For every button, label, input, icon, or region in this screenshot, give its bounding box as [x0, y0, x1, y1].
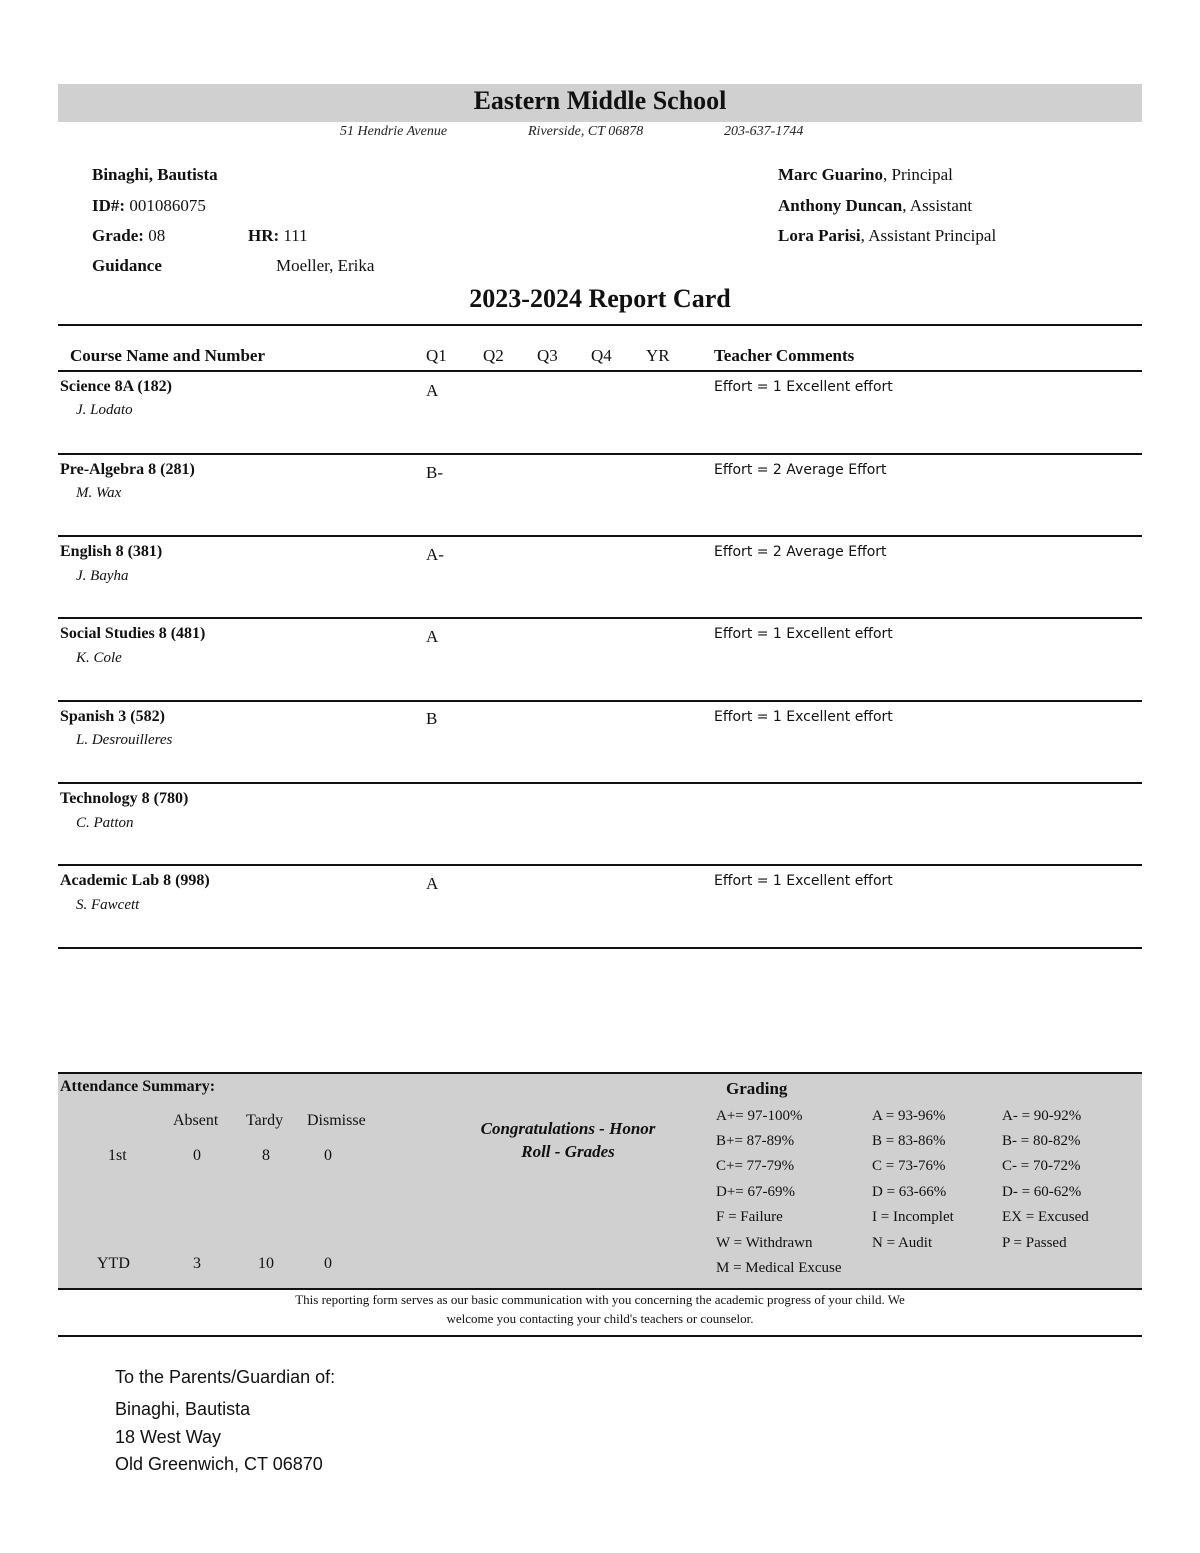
- col-q3: Q3: [537, 346, 558, 365]
- att-row-label: 1st: [108, 1147, 127, 1164]
- course-name: Technology 8 (780): [60, 790, 189, 807]
- col-comments: Teacher Comments: [714, 346, 855, 365]
- course-q1-grade: B-: [426, 463, 443, 482]
- staff-name: Anthony Duncan: [778, 196, 903, 215]
- id-value: 001086075: [129, 196, 206, 215]
- grading-cell: D- = 60-62%: [1002, 1184, 1082, 1200]
- hr-label: HR:: [248, 226, 280, 245]
- guidance-value: Moeller, Erika: [276, 256, 375, 275]
- course-q1-grade: A: [426, 874, 439, 893]
- divider: [58, 1288, 1142, 1290]
- divider: [58, 947, 1142, 949]
- grade-value: 08: [148, 226, 166, 245]
- school-phone: 203-637-1744: [724, 124, 804, 139]
- att-dismissed: 0: [324, 1147, 332, 1164]
- col-q4: Q4: [591, 346, 612, 365]
- course-comment: Effort = 1 Excellent effort: [714, 626, 893, 642]
- divider: [58, 453, 1142, 455]
- honor-line2: Roll - Grades: [521, 1142, 615, 1161]
- guidance-label: Guidance: [92, 256, 162, 275]
- divider: [58, 864, 1142, 866]
- course-q1-grade: A: [426, 627, 439, 646]
- grading-cell: B+= 87-89%: [716, 1133, 795, 1149]
- course-name: Pre-Algebra 8 (281): [60, 461, 195, 478]
- staff-role: , Assistant Principal: [860, 226, 997, 245]
- footer-note-line2: welcome you contacting your child's teachers or counselor.: [446, 1311, 754, 1326]
- grading-cell: C = 73-76%: [872, 1158, 946, 1174]
- grading-title: Grading: [726, 1079, 788, 1098]
- course-comment: Effort = 1 Excellent effort: [714, 709, 893, 725]
- grading-cell: D+= 67-69%: [716, 1184, 795, 1200]
- divider: [58, 535, 1142, 537]
- course-q1-grade: B: [426, 709, 438, 728]
- grading-cell: I = Incomplet: [872, 1209, 954, 1225]
- course-teacher: L. Desrouilleres: [76, 732, 173, 748]
- report-title: 2023-2024 Report Card: [469, 284, 731, 313]
- course-teacher: K. Cole: [76, 650, 122, 666]
- student-grade: [92, 226, 165, 246]
- student-name: Binaghi, Bautista: [92, 165, 218, 184]
- school-name: Eastern Middle School: [473, 86, 727, 115]
- attendance-box: [58, 1073, 1142, 1289]
- id-label: ID#:: [92, 196, 126, 215]
- divider: [58, 700, 1142, 702]
- col-yr: YR: [646, 346, 670, 365]
- staff-assistant: [778, 196, 972, 216]
- att-absent: 0: [193, 1147, 201, 1164]
- course-comment: Effort = 2 Average Effort: [714, 544, 887, 560]
- col-q1: Q1: [426, 346, 447, 365]
- student-id: [92, 196, 206, 216]
- mailing-heading: To the Parents/Guardian of:: [115, 1367, 336, 1387]
- course-teacher: C. Patton: [76, 815, 134, 831]
- course-teacher: J. Lodato: [76, 402, 133, 418]
- course-teacher: M. Wax: [76, 485, 122, 501]
- staff-principal: [778, 165, 953, 185]
- mailing-name: Binaghi, Bautista: [115, 1399, 251, 1419]
- course-teacher: J. Bayha: [76, 568, 129, 584]
- course-name: Academic Lab 8 (998): [60, 872, 210, 889]
- grading-cell: B- = 80-82%: [1002, 1133, 1081, 1149]
- grading-cell: A- = 90-92%: [1002, 1108, 1082, 1124]
- course-name: Spanish 3 (582): [60, 708, 165, 725]
- staff-role: , Principal: [882, 165, 953, 184]
- course-comment: Effort = 2 Average Effort: [714, 462, 887, 478]
- att-absent: 3: [193, 1255, 201, 1272]
- course-name: Social Studies 8 (481): [60, 625, 206, 642]
- divider: [58, 1335, 1142, 1337]
- staff-role: , Assistant: [902, 196, 973, 215]
- att-header-tardy: Tardy: [246, 1112, 284, 1129]
- staff-name: Lora Parisi: [778, 226, 861, 245]
- grading-cell: N = Audit: [872, 1235, 933, 1251]
- course-comment: Effort = 1 Excellent effort: [714, 873, 893, 889]
- mailing-street: 18 West Way: [115, 1427, 222, 1447]
- att-dismissed: 0: [324, 1255, 332, 1272]
- att-header-dismissed: Dismisse: [307, 1112, 366, 1129]
- grading-cell: W = Withdrawn: [716, 1235, 813, 1251]
- staff-assistant-principal: [778, 226, 996, 246]
- divider: [58, 370, 1142, 372]
- grading-cell: A = 93-96%: [872, 1108, 946, 1124]
- student-hr: [248, 226, 308, 246]
- honor-roll-message: [448, 1117, 688, 1163]
- grade-label: Grade:: [92, 226, 144, 245]
- grading-cell: P = Passed: [1002, 1235, 1067, 1251]
- course-q1-grade: A: [426, 381, 439, 400]
- mailing-city: Old Greenwich, CT 06870: [115, 1454, 323, 1474]
- grading-cell: C- = 70-72%: [1002, 1158, 1081, 1174]
- divider: [58, 782, 1142, 784]
- att-tardy: 10: [258, 1255, 274, 1272]
- divider: [58, 324, 1142, 326]
- footer-note-line1: This reporting form serves as our basic communication with you concerning the academic progress of your child. We: [295, 1292, 905, 1307]
- attendance-title: Attendance Summary:: [60, 1078, 216, 1095]
- divider: [58, 617, 1142, 619]
- staff-name: Marc Guarino: [778, 165, 883, 184]
- grading-cell: M = Medical Excuse: [716, 1260, 842, 1276]
- col-course: Course Name and Number: [70, 346, 266, 365]
- att-tardy: 8: [262, 1147, 270, 1164]
- grading-cell: D = 63-66%: [872, 1184, 947, 1200]
- hr-value: 111: [283, 226, 308, 245]
- grading-cell: EX = Excused: [1002, 1209, 1089, 1225]
- grading-cell: C+= 77-79%: [716, 1158, 795, 1174]
- grading-cell: A+= 97-100%: [716, 1108, 803, 1124]
- honor-line1: Congratulations - Honor: [480, 1119, 656, 1138]
- grading-cell: B = 83-86%: [872, 1133, 946, 1149]
- course-q1-grade: A-: [426, 545, 444, 564]
- school-city: Riverside, CT 06878: [528, 124, 644, 139]
- divider: [58, 1072, 1142, 1074]
- grading-cell: F = Failure: [716, 1209, 783, 1225]
- col-q2: Q2: [483, 346, 504, 365]
- att-header-absent: Absent: [173, 1112, 219, 1129]
- course-comment: Effort = 1 Excellent effort: [714, 379, 893, 395]
- att-row-label: YTD: [97, 1255, 130, 1272]
- school-street: 51 Hendrie Avenue: [340, 124, 448, 139]
- course-name: Science 8A (182): [60, 378, 172, 395]
- course-teacher: S. Fawcett: [76, 897, 140, 913]
- course-name: English 8 (381): [60, 543, 163, 560]
